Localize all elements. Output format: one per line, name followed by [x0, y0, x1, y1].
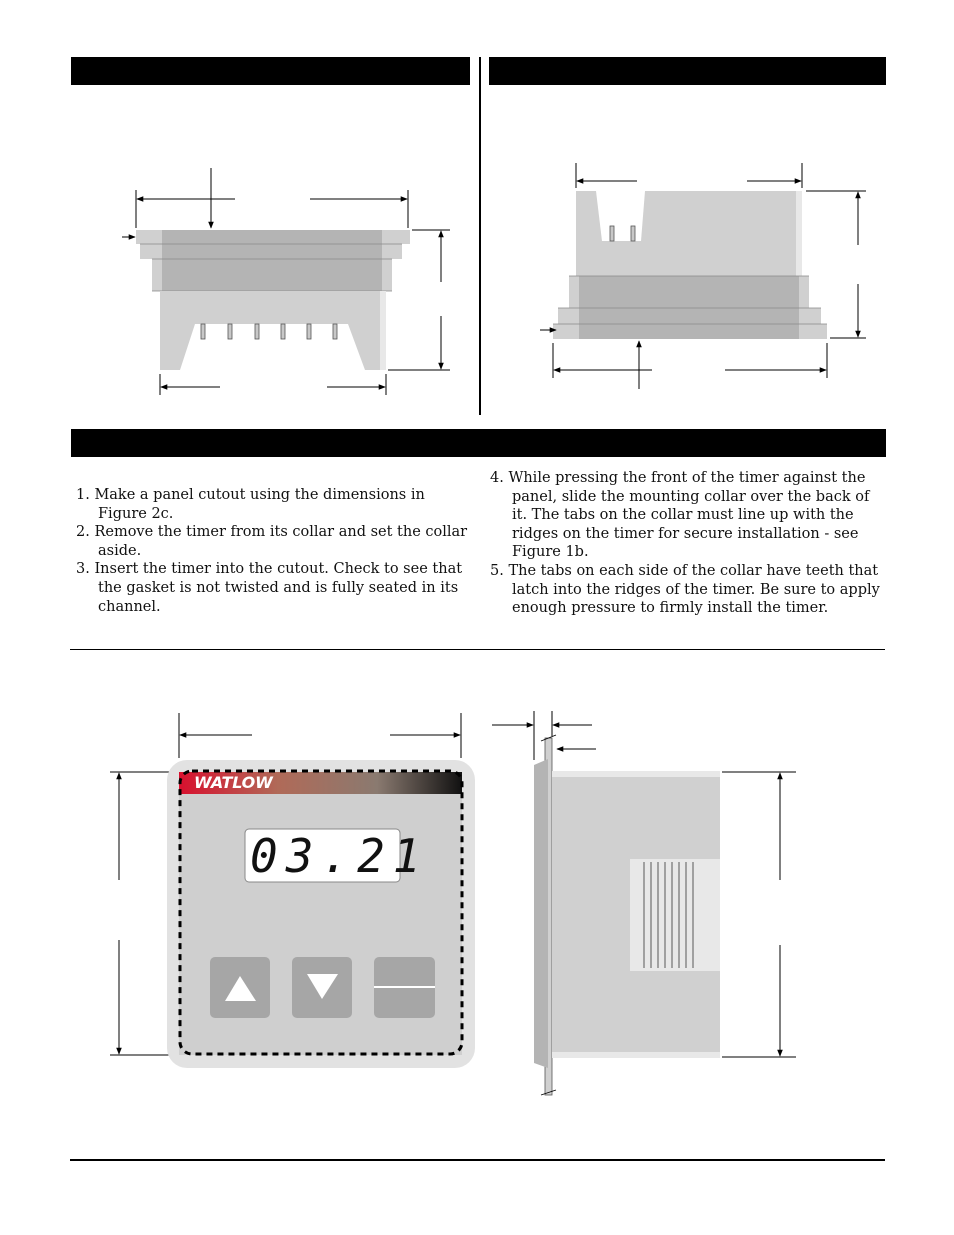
step-1: 1. Make a panel cutout using the dimensions in Figure 2c.	[76, 487, 425, 522]
time-display: 03.21	[250, 829, 429, 883]
watlow-logo: WATLOW	[194, 773, 273, 792]
step-5: 5. The tabs on each side of the collar have teeth that latch into the ridges of the timer. Be sure to apply enough pressure to firmly install the timer.	[490, 562, 880, 617]
rule-bottom	[70, 1159, 885, 1161]
step-4: 4. While pressing the front of the timer against the panel, slide the mounting collar over the back of it. The tabs on the collar must line up with the ridges on the timer for secure installation - see Figure 1b.	[490, 470, 870, 561]
step-2: 2. Remove the timer from its collar and set the collar aside.	[76, 524, 468, 559]
step-3: 3. Insert the timer into the cutout. Check to see that the gasket is not twisted and is fully seated in its channel.	[76, 561, 463, 615]
